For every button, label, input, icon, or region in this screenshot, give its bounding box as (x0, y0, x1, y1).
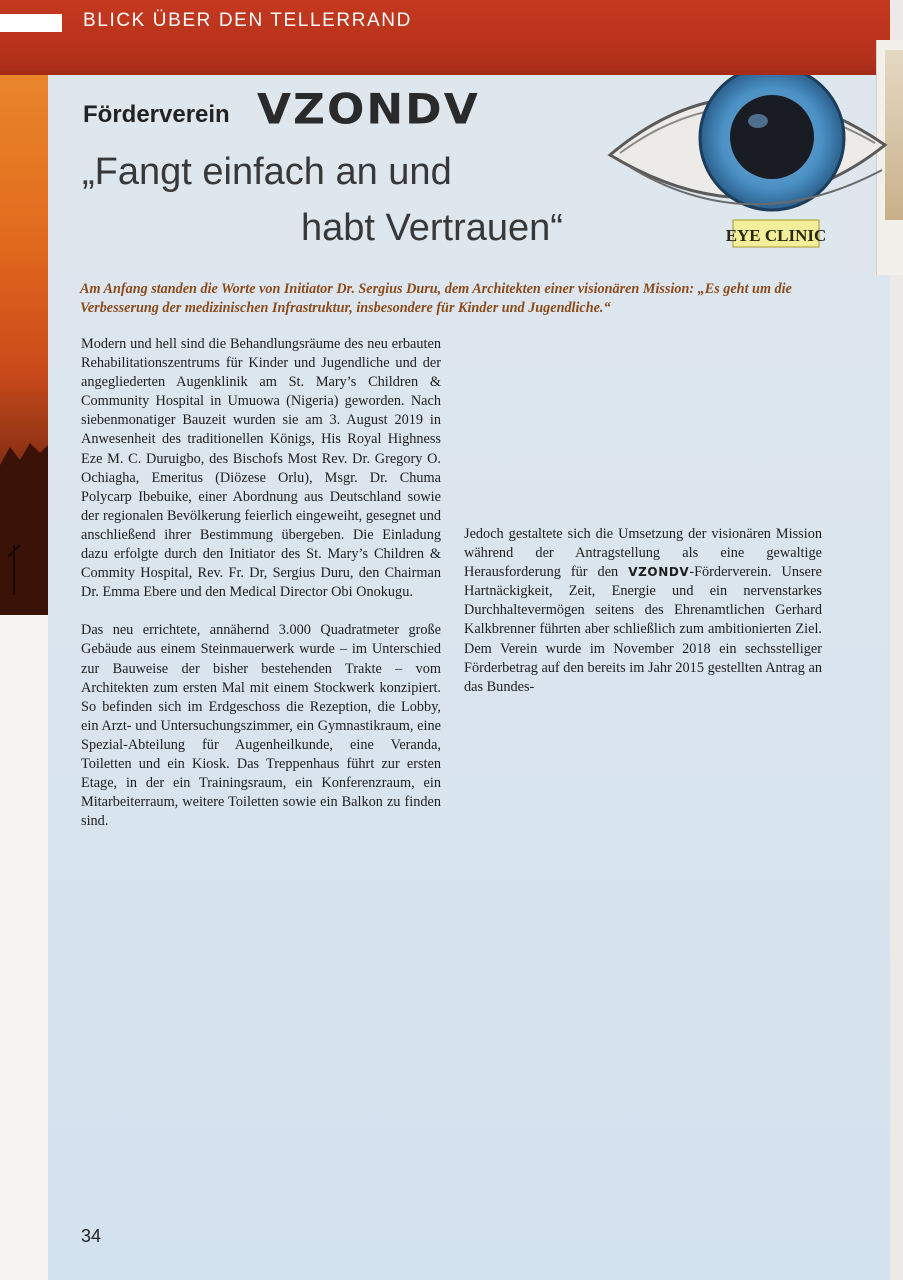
uzondu-inline-logo: VZONDV (628, 565, 690, 580)
lead-paragraph: Am Anfang standen die Worte von Initiator Dr. Sergius Duru, dem Architekten einer visionären Mission: „Es geht um die Verbesserung der medizinischen Infrastruktur, insbesondere für Kinder und Jugendliche.“ (80, 281, 792, 316)
page-margin (0, 615, 48, 1280)
association-label: Förderverein (83, 101, 230, 128)
body-paragraph: Modern und hell sind die Behandlungsräume des neu erbauten Rehabilitationszentrums für Kinder und Jugendliche und der angegliederten Augenklinik am St. Mary’s Children & Community Hospital in Umuowa (Nigeria) geworden. Nach siebenmonatiger Bauzeit wurden sie am 3. August 2019 in Anwesenheit des traditionellen Königs, His Royal Highness Eze M. C. Duruigbo, des Bischofs Most Rev. Dr. Gregory O. Ochiagha, Emeritus (Diözese Orlu), Msgr. Dr. Chuma Polycarp Ibebuike, einer Abordnung aus Deutschland sowie der regionalen Bevölkerung feierlich eingeweiht, gesegnet und anschließend ihrer Bestimmung übergeben. Die Einladung dazu erfolgte durch den Initiator des St. Mary’s Children & Commity Hospital, Rev. Fr. Dr, Sergius Duru, den Chairman Dr. Emma Ebere und den Medical Director Obi Onokugu. (81, 336, 441, 601)
body-column-left (81, 335, 441, 850)
body-paragraph: Jedoch gestaltete sich die Umsetzung der visionären Mission während der Antragstellung als eine gewaltige Herausforderung für den VZONDV-Förderverein. Unsere Hartnäckigkeit, Zeit, Energie und ein nervenstarkes Durchhaltevermögen seitens des Ehrenamtlichen Gerhard Kalkbrenner führten aber schließlich zum ambitionierten Ziel. Dem Verein wurde im November 2018 ein sechsstelliger Förderbetrag auf den bereits im Jahr 2015 gestellten Antrag an das Bundes- (464, 526, 822, 695)
body-column-right (464, 525, 822, 716)
headline-line-1: „Fangt einfach an und (82, 151, 452, 193)
section-label: BLICK ÜBER DEN TELLERRAND (83, 10, 412, 31)
uzondu-logo: VZONDV (257, 85, 480, 134)
headline-line-2: habt Vertrauen“ (301, 207, 563, 249)
header-notch (0, 14, 62, 32)
sunset-photo-strip (0, 75, 48, 615)
eye-clinic-sign: EYE CLINIC (725, 226, 827, 245)
eye-clinic-illustration (600, 75, 892, 255)
page-number: 34 (81, 1226, 102, 1246)
body-paragraph: Das neu errichtete, annähernd 3.000 Quadratmeter große Gebäude aus einem Steinmauerwerk wurde – im Unterschied zur Bauweise der bisher bestehenden Trakte – vom Architekten zum ersten Mal mit einem Stockwerk konzipiert. So befinden sich im Erdgeschoss die Rezeption, die Lobby, ein Arzt- und Untersuchungszimmer, ein Gymnastikraum, eine Spezial-Abteilung für Augenheilkunde, eine Veranda, Toiletten und ein Kiosk. Das Treppenhaus führt zur ersten Etage, in der ein Trainingsraum, ein Konferenzraum, ein Mitarbeiterraum, weitere Toiletten sowie ein Balkon zu finden sind. (81, 622, 441, 830)
